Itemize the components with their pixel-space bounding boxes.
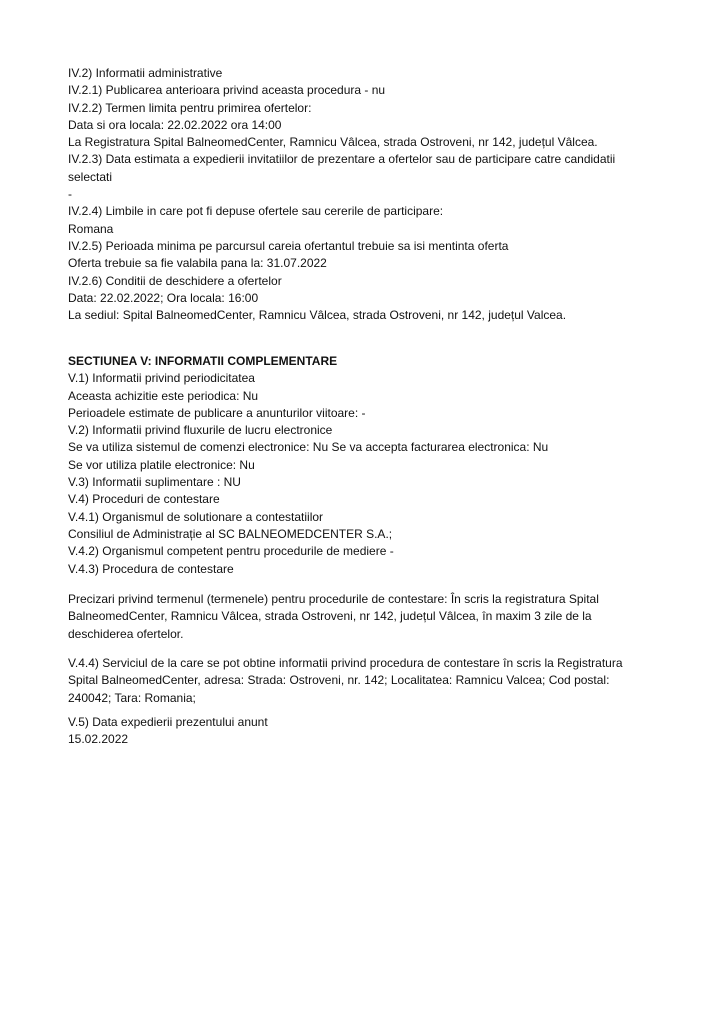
serviciu-line-1: V.4.4) Serviciul de la care se pot obtine informatii privind procedura de contestare în scris la Registratura bbox=[68, 656, 623, 670]
v42-mediere: V.4.2) Organismul competent pentru procedurile de mediere - bbox=[68, 544, 394, 559]
paragraph-precizari bbox=[68, 591, 658, 643]
iv22-data-ora: Data si ora locala: 22.02.2022 ora 14:00 bbox=[68, 117, 282, 132]
iv22-registratura: La Registratura Spital BalneomedCenter, Ramnicu Vâlcea, strada Ostroveni, nr 142, județul Vâlcea. bbox=[68, 135, 598, 150]
v1-perioadele: Perioadele estimate de publicare a anunturilor viitoare: - bbox=[68, 405, 366, 420]
iv24-romana: Romana bbox=[68, 221, 114, 236]
v3-suplimentare: V.3) Informatii suplimentare : NU bbox=[68, 475, 241, 490]
v1-periodicitate: V.1) Informatii privind periodicitatea bbox=[68, 371, 255, 386]
v41-consiliul: Consiliul de Administrație al SC BALNEOMEDCENTER S.A.; bbox=[68, 526, 393, 541]
v41-organism: V.4.1) Organismul de solutionare a contestatiilor bbox=[68, 509, 324, 524]
iv25-valabila: Oferta trebuie sa fie valabila pana la: 31.07.2022 bbox=[68, 256, 327, 271]
section-v bbox=[68, 353, 658, 578]
serviciu-line-2: Spital BalneomedCenter, adresa: Strada: Ostroveni, nr. 142; Localitatea: Ramnicu Valcea; Cod postal: bbox=[68, 673, 610, 688]
v43-procedura: V.4.3) Procedura de contestare bbox=[68, 561, 234, 576]
expediere-block bbox=[68, 714, 658, 749]
precizari-line-1: Precizari privind termenul (termenele) pentru procedurile de contestare: În scris la registratura Spital bbox=[68, 592, 599, 606]
section-v-heading: SECTIUNEA V: INFORMATII COMPLEMENTARE bbox=[68, 354, 338, 368]
v4-proceduri: V.4) Proceduri de contestare bbox=[68, 492, 220, 507]
precizari-line-2: BalneomedCenter, Ramnicu Vâlcea, strada Ostroveni, nr 142, județul Vâlcea, în maxim 3 zile de la bbox=[68, 609, 592, 624]
iv26-sediul: La sediul: Spital BalneomedCenter, Ramnicu Vâlcea, strada Ostroveni, nr 142, județul Valcea. bbox=[68, 308, 567, 323]
paragraph-serviciu bbox=[68, 655, 658, 707]
iv23-data-estimata-cont: selectati bbox=[68, 169, 113, 184]
v2-plati: Se vor utiliza platile electronice: Nu bbox=[68, 457, 255, 472]
v2-fluxuri: V.2) Informatii privind fluxurile de lucru electronice bbox=[68, 423, 333, 438]
serviciu-line-3: 240042; Tara: Romania; bbox=[68, 690, 196, 705]
section-iv2 bbox=[68, 65, 658, 324]
v2-comenzi: Se va utiliza sistemul de comenzi electronice: Nu Se va accepta facturarea electronica: Nu bbox=[68, 440, 549, 455]
iv21-publicare: IV.2.1) Publicarea anterioara privind aceasta procedura - nu bbox=[68, 83, 386, 98]
iv26-conditii: IV.2.6) Conditii de deschidere a ofertelor bbox=[68, 273, 282, 288]
expediere-date: 15.02.2022 bbox=[68, 732, 129, 747]
iv23-dash: - bbox=[68, 187, 72, 202]
iv25-perioada-minima: IV.2.5) Perioada minima pe parcursul careia ofertantul trebuie sa isi mentinta oferta bbox=[68, 238, 509, 253]
v1-periodica: Aceasta achizitie este periodica: Nu bbox=[68, 388, 259, 403]
iv26-data-ora: Data: 22.02.2022; Ora locala: 16:00 bbox=[68, 290, 259, 305]
iv23-data-estimata: IV.2.3) Data estimata a expedierii invitatiilor de prezentare a ofertelor sau de participare catre candidatii bbox=[68, 152, 616, 167]
expediere-label: V.5) Data expedierii prezentului anunt bbox=[68, 715, 268, 729]
iv22-termen-limita: IV.2.2) Termen limita pentru primirea ofertelor: bbox=[68, 100, 312, 115]
section-iv2-title: IV.2) Informatii administrative bbox=[68, 66, 223, 80]
iv24-limbile: IV.2.4) Limbile in care pot fi depuse ofertele sau cererile de participare: bbox=[68, 204, 444, 219]
precizari-line-3: deschiderea ofertelor. bbox=[68, 626, 184, 641]
